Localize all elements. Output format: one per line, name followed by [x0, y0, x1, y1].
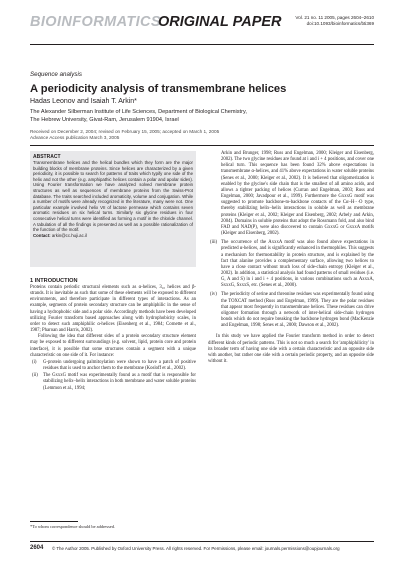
list-item-iii: [208, 240, 374, 289]
left-column: [30, 278, 196, 392]
contact-label: Contact:: [33, 233, 51, 239]
header-rule: [30, 44, 374, 45]
doi-link[interactable]: doi:10.1093/bioinformatics/bti369: [306, 21, 374, 26]
authors: Hadas Leonov and Isaiah T. Arkin*: [30, 98, 137, 105]
list-number-i: (i): [32, 359, 37, 365]
list-text-ii: The GxxxG motif was experimentally found as a motif that is responsible for stabilizing helix–helix interactions in both membrane and water soluble proteins (Lemmon et al., 1994;: [43, 373, 196, 391]
received-line: Received on December 2, 2004; revised on February 15, 2005; accepted on March 1, 2005: [30, 129, 220, 134]
affiliation: [30, 108, 360, 124]
intro-paragraph-1: Proteins contain periodic structural elements such as α-helices, 3₁₀ helices and β-strands. It is inevitable as such that some of these elements will be exposed to different environments, and therefore participate in different types of interactions. As an example, segments of protein secondary structure can be amphiphilic in the sense of having a hydrophobic side and a polar side. Accordingly methods have been developed utilizing Fourier transform based approaches along with hydrophobicity scales, in order to detect such amphiphilic α-helices (Eisenberg et al., 1984; Cornette et al., 1987; Pharoan and Harris, 2002).: [30, 285, 196, 334]
contact-email[interactable]: arkin@cc.huji.ac.il: [51, 233, 87, 239]
list-number-iii: (iii): [210, 240, 218, 246]
copyright-notice: © The Author 2005. Published by Oxford University Press. All rights reserved. For Permissions, please email: journals.permissions@oupjournals.org: [52, 546, 340, 551]
abstract-box: [30, 151, 196, 267]
journal-name: BIOINFORMATICS: [30, 14, 161, 30]
contact-line: [33, 233, 193, 239]
list-number-iv: (iv): [210, 292, 217, 298]
volume-line: Vol. 21 no. 11 2005, pages 2604–2610: [295, 15, 374, 20]
list-text-ii-continued: Arkin and Brunger, 1998; Russ and Engelman, 2000; Kleiger and Eisenberg, 2002). The two glycine residues are found at i and i + 4 positions, and cover one helical turn. This sequence has been found 32% above expectations in transmembrane α-helices, and 41% above expectations in water soluble proteins (Senes et al., 2000; Kleiger et al., 2002). It is believed that oligomerization is enabled by the glycine's side chain that is the smallest of all amino acids, and allows a tighter packing of helices (Curran and Engelman, 2003; Russ and Engelman, 2000; Javadpour et al., 1999). Furthermore the GxxxG motif was suggested to promote backbone-to-backbone contacts of the Cα–H···O type, thereby stabilizing helix–helix interactions in soluble as well as membrane proteins (Kleiger et al., 2002; Kleiger and Eisenberg, 2002; Arbely and Arkin, 2004). Domains in soluble proteins that adopt the Rossmann fold, and also bind FAD and NAD(P), were also discovered to contain GxxxG or GxxxA motifs (Kleiger and Eisenberg, 2002).: [221, 151, 374, 237]
list-item-ii-continued: [208, 151, 374, 237]
paper-type: ORIGINAL PAPER: [158, 14, 282, 30]
list-text-iii: The occurrence of the AxxxA motif was also found above expectations in predicted α-helices, and is significantly enhanced in thermophiles. This suggests a mechanism for thermostability in protein structure, and is explained by the fact that alanine provides a complementary surface, allowing two helices to have a close contact without much loss of side-chain entropy (Kleiger et al., 2002). In addition, a statistical analysis had found patterns of small residues (i.e. G, A and S) in i and i + 4 positions, in various combinations such as AxxxA, SxxxG, SxxxS, etc. (Senes et al., 2000).: [221, 240, 374, 289]
page-number: 2604: [30, 545, 44, 551]
list-item-ii: [30, 373, 196, 391]
list-item-i: [30, 360, 196, 372]
list-text-i: G-protein undergoing palmitoylation were shown to have a patch of positive residues that is used to anchor them to the membrane (Kosloff et al., 2002).: [43, 359, 196, 372]
introduction-heading: 1 INTRODUCTION: [30, 278, 78, 284]
affiliation-line-2: The Hebrew University, Givat-Ram, Jerusalem 91904, Israel: [30, 117, 179, 123]
right-column: [208, 151, 374, 365]
volume-info: [295, 15, 374, 27]
footnote: *To whom correspondence should be addressed.: [30, 524, 116, 529]
publication-dates: [30, 129, 219, 141]
footnote-rule: [30, 521, 78, 522]
footer-rule: [30, 541, 374, 542]
list-text-iv: The periodicity of serine and threonine residues was experimentally found using the TOXCAT method (Russ and Engelman, 1999). They are the polar residues that appear most frequently in transmembrane helices. These residues can drive oligomer formation through a network of inter-helical side-chain hydrogen bonds which do not require breaking the backbone hydrogen bond (MacKenzie and Engelman, 1998; Senes et al., 2000; Dawson et al., 2002).: [221, 292, 374, 329]
list-item-iv: [208, 292, 374, 329]
abstract-heading: ABSTRACT: [33, 154, 61, 160]
list-number-ii: (ii): [32, 373, 38, 379]
intro-paragraph-2: Following the idea that different sides of a protein secondary structure element may be exposed to different surroundings (e.g. solvent, lipid, protein core and protein interface), it is possible that some structures contain a segment with a unique characteristic on one side of it. For instance:: [30, 334, 196, 358]
title-rule: [30, 145, 374, 146]
paper-title: A periodicity analysis of transmembrane helices: [30, 83, 287, 95]
section-label: Sequence analysis: [30, 71, 82, 78]
study-paragraph: In this study we have applied the Fourier transform method in order to detect different kinds of periodic patterns. This is not so much a search for 'amphiphilicity' in its broader term of having one side with a certain characteristic and an opposite side with another, but rather one side with a certain periodic property, and an opposite side without it.: [208, 334, 374, 364]
affiliation-line-1: The Alexander Silberman Institute of Life Sciences, Department of Biological Chemistry,: [30, 109, 247, 115]
advance-access-line: Advance Access publication March 3, 2005: [30, 135, 120, 140]
journal-header: [30, 14, 374, 44]
abstract-text: Transmembrane helices and the helical bundles which they form are the major building blocks of membrane proteins. Since helices are characterized by a given periodicity, it is possible to search for patterns of traits which typify one side of the helix and not the other (e.g. amphipathic helices contain a polar and apolar sides). Using Fourier transformation we have analyzed solved membrane protein structures as well as sequences of membrane proteins from the Swiss-Prot database. The traits searched included aromaticity, volume and conjugation. While a number of motifs were already recognized in the literature, many were not. One particular example involved helix VII of lactose permease which contains seven aromatic residues on six helical turns. Similarly six glycine residues in four consecutive helical turns were identified as forming a motif in the chloride channel. A tabulation of all the findings is presented as well as a possible rationalization of the function of the motif.: [33, 160, 193, 233]
